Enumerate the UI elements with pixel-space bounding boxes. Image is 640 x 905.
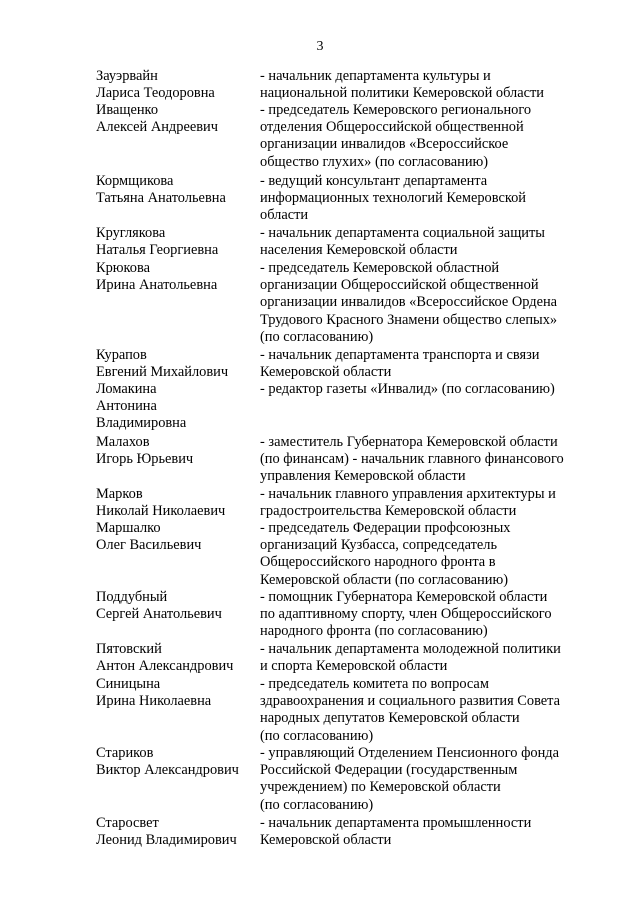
page-number: 3	[316, 39, 324, 54]
member-name-line: Владимировна	[96, 415, 187, 432]
member-role	[260, 520, 596, 589]
member-role	[260, 434, 596, 486]
member-role	[260, 68, 596, 102]
member-name	[96, 68, 260, 102]
member-name-line: Леонид Владимирович	[96, 832, 237, 849]
member-role-line: и спорта Кемеровской области	[260, 658, 448, 675]
member-name-line: Антон Александрович	[96, 658, 234, 675]
member-name-line: Крюкова	[96, 260, 150, 276]
member-name-line: Ирина Анатольевна	[96, 277, 218, 294]
member-role-line: - редактор газеты «Инвалид» (по согласованию)	[260, 381, 555, 397]
member-role-line: информационных технологий Кемеровской	[260, 190, 527, 207]
member-name-line: Ломакина	[96, 381, 157, 397]
member-role-line: Кемеровской области	[260, 364, 392, 381]
member-role-line: - председатель Федерации профсоюзных	[260, 520, 511, 536]
member-name-line: Круглякова	[96, 225, 166, 241]
member-role-line: национальной политики Кемеровской области	[260, 85, 544, 102]
member-name-line: Николай Николаевич	[96, 503, 226, 520]
member-name	[96, 260, 260, 346]
member-role-line: Трудового Красного Знамени общество слепых»	[260, 311, 558, 328]
member-role-line: Российской Федерации (государственным	[260, 762, 518, 779]
member-entry	[96, 173, 596, 225]
member-role-line: - начальник главного управления архитектуры и	[260, 486, 556, 502]
member-role	[260, 381, 596, 433]
member-name	[96, 434, 260, 486]
member-role-line: организаций Кузбасса, сопредседатель	[260, 537, 498, 554]
member-role-line: Общероссийского народного фронта в	[260, 554, 496, 571]
member-role	[260, 347, 596, 381]
member-name-line: Старосвет	[96, 815, 159, 831]
member-name	[96, 520, 260, 589]
member-entry	[96, 745, 596, 814]
member-name-line: Антонина	[96, 398, 157, 415]
member-name-line: Евгений Михайлович	[96, 364, 229, 381]
member-name	[96, 815, 260, 849]
member-name-line: Олег Васильевич	[96, 537, 202, 554]
member-role	[260, 815, 596, 849]
member-name-line: Татьяна Анатольевна	[96, 190, 226, 207]
member-role-line: (по согласованию)	[260, 727, 374, 744]
member-name-line: Виктор Александрович	[96, 762, 239, 779]
member-name-line: Маршалко	[96, 520, 161, 536]
member-name	[96, 173, 260, 225]
member-name-line: Марков	[96, 486, 143, 502]
member-role-line: - председатель Кемеровского регионального	[260, 102, 532, 118]
member-role-line: учреждением) по Кемеровской области	[260, 779, 501, 796]
member-role-line: народного фронта (по согласованию)	[260, 623, 488, 640]
member-role-line: по адаптивному спорту, член Общероссийского	[260, 606, 552, 623]
member-role-line: (по согласованию)	[260, 796, 374, 813]
member-role-line: народных депутатов Кемеровской области	[260, 710, 520, 727]
member-role-line: - начальник департамента молодежной политики	[260, 641, 561, 657]
member-entry	[96, 815, 596, 849]
member-name-line: Игорь Юрьевич	[96, 451, 194, 468]
member-entry	[96, 676, 596, 745]
member-role-line: градостроительства Кемеровской области	[260, 503, 517, 520]
member-role	[260, 745, 596, 814]
member-role	[260, 225, 596, 259]
member-role-line: общество глухих» (по согласованию)	[260, 153, 489, 170]
member-role-line: - ведущий консультант департамента	[260, 173, 488, 189]
member-role-line: населения Кемеровской области	[260, 242, 458, 259]
member-name-line: Кормщикова	[96, 173, 174, 189]
member-role-line: - председатель Кемеровской областной	[260, 260, 500, 276]
member-name-line: Лариса Теодоровна	[96, 85, 215, 102]
member-entry	[96, 520, 596, 589]
member-name-line: Поддубный	[96, 589, 168, 605]
member-name	[96, 347, 260, 381]
member-role-line: организации инвалидов «Всероссийское	[260, 136, 509, 153]
member-name-line: Сергей Анатольевич	[96, 606, 222, 623]
member-name-line: Пятовский	[96, 641, 162, 657]
member-role-line: - заместитель Губернатора Кемеровской области	[260, 434, 558, 450]
member-role-line: - начальник департамента транспорта и связи	[260, 347, 540, 363]
member-name-line: Иващенко	[96, 102, 159, 118]
member-role-line: отделения Общероссийской общественной	[260, 119, 524, 136]
member-role-line: организации инвалидов «Всероссийское Ордена	[260, 294, 558, 311]
member-name	[96, 486, 260, 520]
member-role-line: - начальник департамента культуры и	[260, 68, 491, 84]
member-role-line: Кемеровской области	[260, 832, 392, 849]
member-role	[260, 589, 596, 641]
member-entry	[96, 347, 596, 381]
member-entry	[96, 102, 596, 171]
member-entry	[96, 486, 596, 520]
member-name	[96, 102, 260, 171]
member-role-line: управления Кемеровской области	[260, 468, 466, 485]
member-name-line: Малахов	[96, 434, 150, 450]
member-role-line: здравоохранения и социального развития Совета	[260, 693, 561, 710]
member-role	[260, 641, 596, 675]
member-role	[260, 102, 596, 171]
member-name-line: Стариков	[96, 745, 154, 761]
member-role	[260, 173, 596, 225]
member-name	[96, 225, 260, 259]
member-name	[96, 589, 260, 641]
member-name-line: Наталья Георгиевна	[96, 242, 219, 259]
member-name	[96, 745, 260, 814]
member-entry	[96, 641, 596, 675]
member-role-line: организации Общероссийской общественной	[260, 277, 539, 294]
member-role-line: (по финансам) - начальник главного финансового	[260, 451, 564, 468]
member-role-line: - управляющий Отделением Пенсионного фонда	[260, 745, 559, 761]
member-entry	[96, 589, 596, 641]
member-role-line: - председатель комитета по вопросам	[260, 676, 489, 692]
member-name	[96, 381, 260, 433]
member-name-line: Синицына	[96, 676, 161, 692]
member-name	[96, 641, 260, 675]
member-role-line: Кемеровской области (по согласованию)	[260, 571, 509, 588]
member-role	[260, 260, 596, 346]
member-name-line: Курапов	[96, 347, 147, 363]
member-role	[260, 676, 596, 745]
member-role-line: - помощник Губернатора Кемеровской области	[260, 589, 548, 605]
member-role	[260, 486, 596, 520]
member-role-line: - начальник департамента социальной защиты	[260, 225, 545, 241]
member-entry	[96, 434, 596, 486]
member-name-line: Алексей Андреевич	[96, 119, 218, 136]
member-entry	[96, 225, 596, 259]
member-entry	[96, 381, 596, 433]
member-name-line: Зауэрвайн	[96, 68, 158, 84]
member-name	[96, 676, 260, 745]
member-role-line: (по согласованию)	[260, 328, 374, 345]
member-name-line: Ирина Николаевна	[96, 693, 212, 710]
member-role-line: - начальник департамента промышленности	[260, 815, 532, 831]
member-role-line: области	[260, 207, 309, 224]
member-entry	[96, 68, 596, 102]
member-entry	[96, 260, 596, 346]
